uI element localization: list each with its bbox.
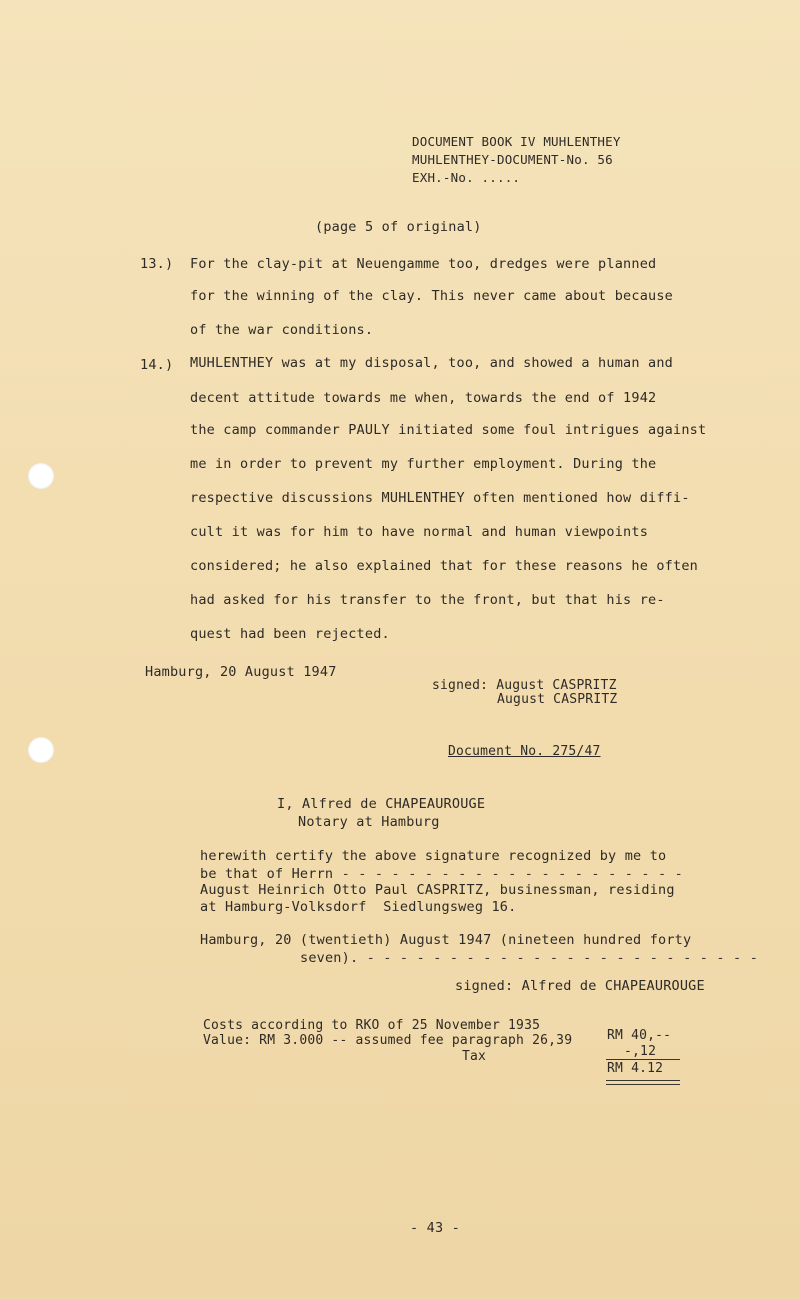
certification-line: herewith certify the above signature recognized by me to bbox=[200, 848, 667, 864]
item-number: 14.) bbox=[140, 357, 174, 373]
notary-date-dashes: - - - - - - - - - - - - - - - - - - - - - - - - bbox=[366, 950, 759, 966]
paragraph-line: had asked for his transfer to the front, but that his re- bbox=[190, 592, 665, 608]
header-document-number: MUHLENTHEY-DOCUMENT-No. 56 bbox=[412, 152, 613, 167]
paragraph-line: decent attitude towards me when, towards the end of 1942 bbox=[190, 390, 657, 406]
document-number: Document No. 275/47 bbox=[448, 744, 601, 759]
item-number: 13.) bbox=[140, 256, 174, 272]
notary-name: I, Alfred de CHAPEAUROUGE bbox=[277, 796, 486, 812]
certification-line bbox=[200, 866, 683, 882]
certification-line: at Hamburg-Volksdorf Siedlungsweg 16. bbox=[200, 899, 517, 915]
costs-line: Costs according to RKO of 25 November 1935 bbox=[203, 1018, 541, 1033]
header-exhibit-number: EXH.-No. ..... bbox=[412, 170, 521, 185]
header-document-book: DOCUMENT BOOK IV MUHLENTHEY bbox=[412, 134, 621, 149]
certification-text: be that of Herrn bbox=[200, 866, 334, 882]
page-number: - 43 - bbox=[410, 1220, 460, 1236]
paragraph-line: MUHLENTHEY was at my disposal, too, and showed a human and bbox=[190, 355, 674, 371]
certification-dashes: - - - - - - - - - - - - - - - - - - - - - bbox=[341, 866, 684, 882]
costs-tax-amount: -,12 bbox=[624, 1044, 657, 1059]
total-double-rule bbox=[606, 1084, 680, 1085]
certification-line: August Heinrich Otto Paul CASPRITZ, businessman, residing bbox=[200, 882, 675, 898]
notary-date-line: Hamburg, 20 (twentieth) August 1947 (nineteen hundred forty bbox=[200, 932, 692, 948]
paragraph-line: considered; he also explained that for these reasons he often bbox=[190, 558, 698, 574]
sum-rule bbox=[606, 1059, 680, 1060]
paragraph-line: me in order to prevent my further employment. During the bbox=[190, 456, 657, 472]
paragraph-line: For the clay-pit at Neuengamme too, dredges were planned bbox=[190, 256, 657, 272]
paragraph-line: quest had been rejected. bbox=[190, 626, 390, 642]
costs-total: RM 4.12 bbox=[607, 1061, 664, 1076]
paragraph-line: respective discussions MUHLENTHEY often mentioned how diffi- bbox=[190, 490, 690, 506]
notary-title: Notary at Hamburg bbox=[298, 814, 440, 830]
punch-hole bbox=[28, 463, 54, 489]
notary-signed-line: signed: Alfred de CHAPEAUROUGE bbox=[455, 978, 705, 994]
costs-tax-label: Tax bbox=[462, 1049, 487, 1064]
signed-name: August CASPRITZ bbox=[497, 692, 618, 707]
costs-amount: RM 40,-- bbox=[607, 1028, 672, 1043]
total-rule bbox=[606, 1080, 680, 1081]
place-date: Hamburg, 20 August 1947 bbox=[145, 664, 337, 680]
costs-value-line: Value: RM 3.000 -- assumed fee paragraph 26,39 bbox=[203, 1033, 573, 1048]
punch-hole bbox=[28, 737, 54, 763]
notary-date-text: seven). bbox=[300, 950, 359, 966]
paragraph-line: cult it was for him to have normal and human viewpoints bbox=[190, 524, 649, 540]
signed-line: signed: August CASPRITZ bbox=[432, 678, 617, 693]
page-note: (page 5 of original) bbox=[315, 219, 482, 235]
paragraph-line: of the war conditions. bbox=[190, 322, 374, 338]
paragraph-line: the camp commander PAULY initiated some foul intrigues against bbox=[190, 422, 707, 438]
notary-date-line bbox=[300, 950, 758, 966]
paragraph-line: for the winning of the clay. This never came about because bbox=[190, 288, 674, 304]
